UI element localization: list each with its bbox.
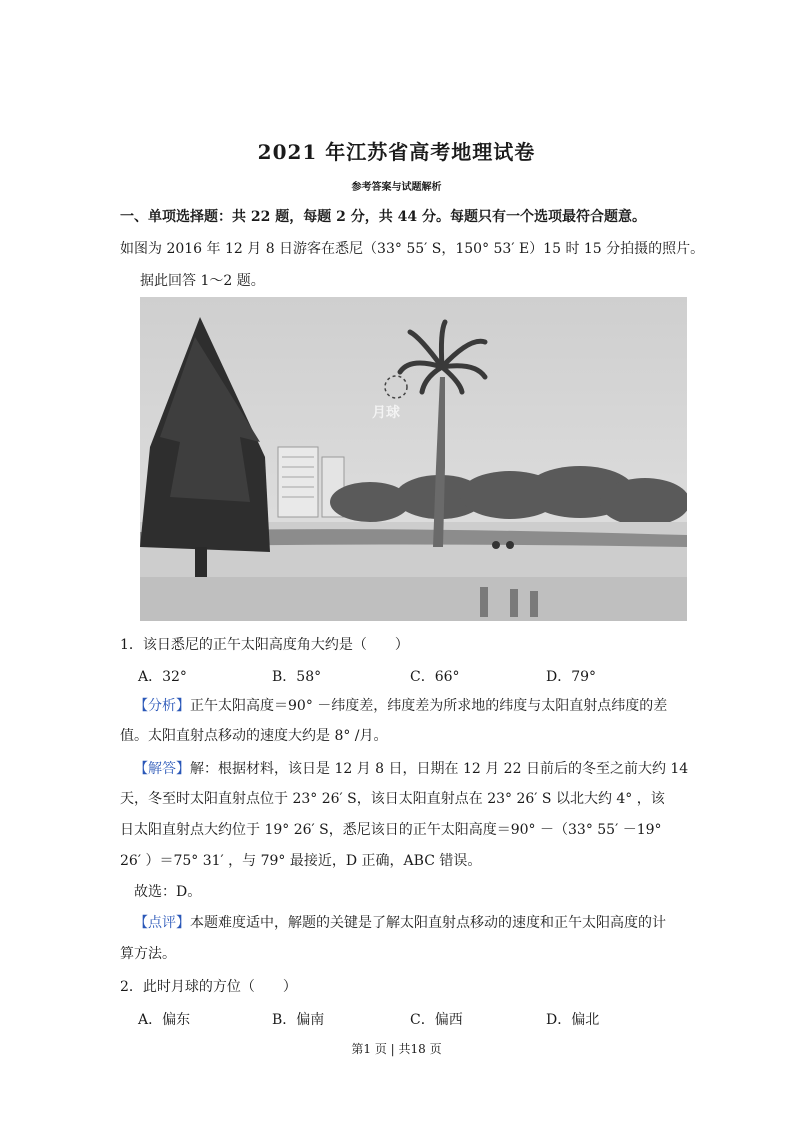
q1-analysis-line-2: 值。太阳直射点移动的速度大约是 8° /月。 <box>120 728 388 744</box>
section-heading: 一、单项选择题：共 22 题，每题 2 分，共 44 分。每题只有一个选项最符合题意。 <box>120 209 646 225</box>
moon-label: 月球 <box>372 405 400 421</box>
q1-comment-line-2: 算方法。 <box>120 946 176 962</box>
answer-tag: 【解答】 <box>134 761 190 777</box>
page-title: 2021 年江苏省高考地理试卷 <box>257 140 536 164</box>
photo-illustration <box>140 297 687 621</box>
q1-option-c[interactable]: C．66° <box>410 669 460 685</box>
q2-option-a[interactable]: A．偏东 <box>138 1012 191 1028</box>
q1-analysis-line-1 <box>134 697 667 715</box>
q1-comment-line-1 <box>134 914 666 932</box>
analysis-tag: 【分析】 <box>134 698 190 714</box>
q1-answer-line-3: 日太阳直射点大约位于 19° 26′ S，悉尼该日的正午太阳高度＝90° －（33° 55′ －19° <box>120 822 662 838</box>
sydney-photo <box>140 297 687 621</box>
q1-option-a[interactable]: A．32° <box>138 669 187 685</box>
analysis-text-1: 正午太阳高度＝90° －纬度差，纬度差为所求地的纬度与太阳直射点纬度的差 <box>190 698 668 714</box>
intro-line-1: 如图为 2016 年 12 月 8 日游客在悉尼（33° 55′ S，150° 53′ E）15 时 15 分拍摄的照片。 <box>120 241 705 257</box>
q2-option-d[interactable]: D．偏北 <box>546 1012 600 1028</box>
q2-option-b[interactable]: B．偏南 <box>272 1012 325 1028</box>
page-subtitle: 参考答案与试题解析 <box>351 182 442 193</box>
intro-line-2: 据此回答 1～2 题。 <box>140 273 265 289</box>
q1-option-b[interactable]: B．58° <box>272 669 322 685</box>
answer-text-1: 解：根据材料，该日是 12 月 8 日，日期在 12 月 22 日前后的冬至之前大约 14 <box>190 761 689 777</box>
q1-answer-line-2: 天，冬至时太阳直射点位于 23° 26′ S，该日太阳直射点在 23° 26′ S 以北大约 4° ，该 <box>120 791 665 807</box>
page-footer: 第1 页 | 共18 页 <box>351 1042 442 1056</box>
q1-answer-line-4: 26′ ）＝75° 31′ ，与 79° 最接近，D 正确，ABC 错误。 <box>120 853 482 869</box>
q2-stem: 2．此时月球的方位（ ） <box>120 979 297 995</box>
q2-option-c[interactable]: C．偏西 <box>410 1012 463 1028</box>
q1-option-d[interactable]: D．79° <box>546 669 597 685</box>
comment-text-1: 本题难度适中，解题的关键是了解太阳直射点移动的速度和正午太阳高度的计 <box>190 915 666 931</box>
q1-stem: 1．该日悉尼的正午太阳高度角大约是（ ） <box>120 637 409 653</box>
q1-answer-line-1 <box>134 760 688 778</box>
q1-choice: 故选：D。 <box>134 884 202 900</box>
comment-tag: 【点评】 <box>134 915 190 931</box>
